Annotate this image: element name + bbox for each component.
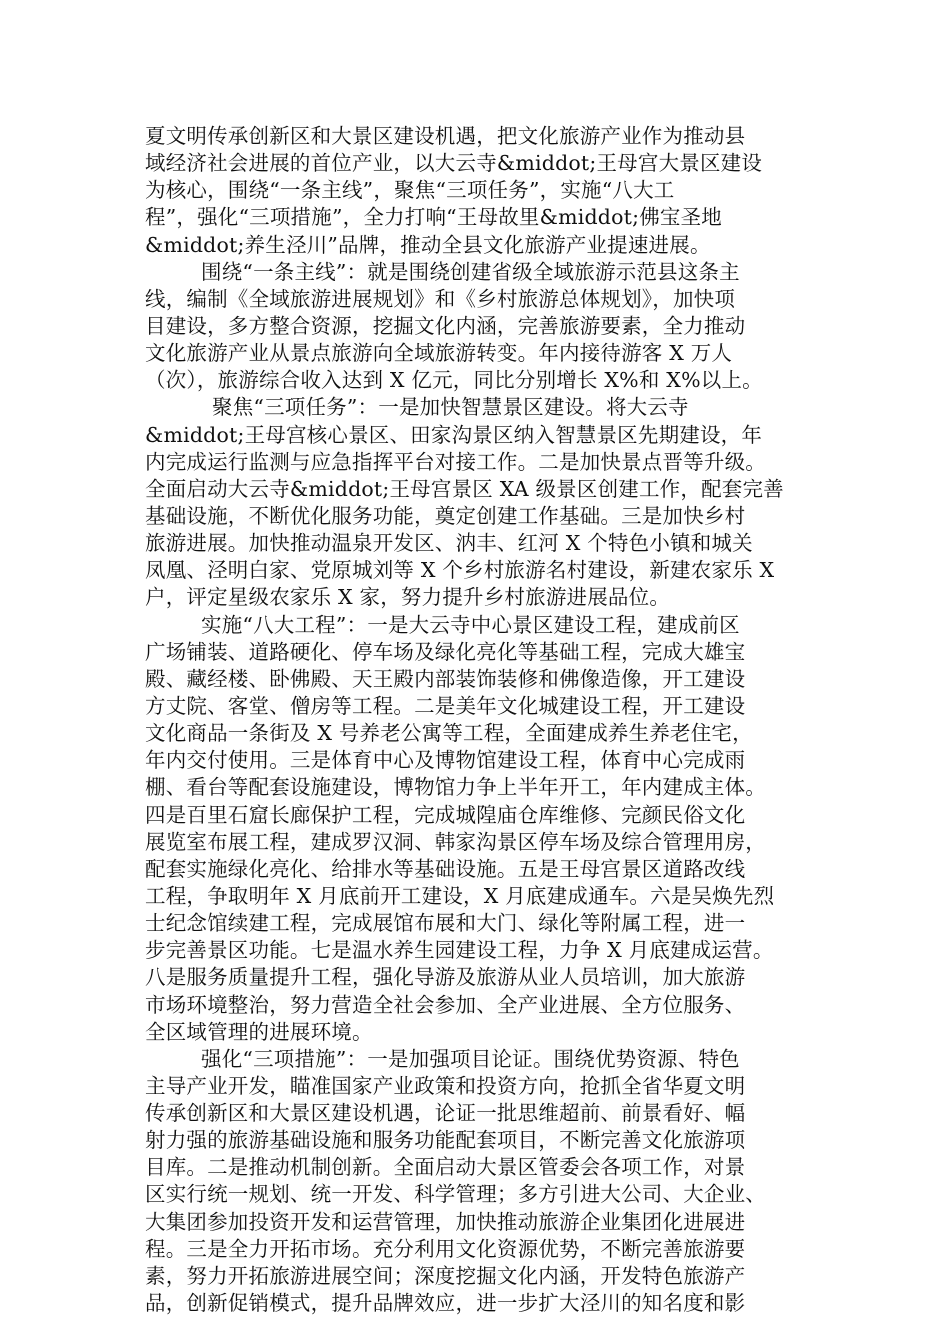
text-line: 户，评定星级农家乐 X 家，努力提升乡村旅游进展品位。 — [145, 585, 671, 610]
text-line: 基础设施，不断优化服务功能，奠定创建工作基础。三是加快乡村 — [145, 503, 746, 528]
text-line: 程”，强化“三项措施”，全力打响“王母故里&middot;佛宝圣地 — [145, 205, 722, 230]
text-line: 素，努力开拓旅游进展空间；深度挖掘文化内涵，开发特色旅游产 — [145, 1263, 746, 1288]
text-line: 步完善景区功能。七是温水养生园建设工程，力争 X 月底建成运营。 — [145, 938, 774, 963]
document-body — [145, 123, 827, 1317]
text-line: 强化“三项措施”：一是加强项目论证。围绕优势资源、特色 — [201, 1046, 740, 1071]
text-line: 广场铺装、道路硬化、停车场及绿化亮化等基础工程，完成大雄宝 — [145, 639, 746, 664]
text-line: 目建设，多方整合资源，挖掘文化内涵，完善旅游要素，全力推动 — [145, 313, 746, 338]
text-line: 展览室布展工程，建成罗汉洞、韩家沟景区停车场及综合管理用房， — [145, 829, 766, 854]
text-line: 全区域管理的进展环境。 — [145, 1019, 373, 1044]
text-line: 程。三是全力开拓市场。充分利用文化资源优势，不断完善旅游要 — [145, 1236, 746, 1261]
text-line: 传承创新区和大景区建设机遇，论证一批思维超前、前景看好、幅 — [145, 1101, 746, 1126]
text-line: 品，创新促销模式，提升品牌效应，进一步扩大泾川的知名度和影 — [145, 1291, 746, 1316]
text-line: （次），旅游综合收入达到 X 亿元，同比分别增长 X%和 X%以上。 — [145, 368, 763, 393]
text-line: 四是百里石窟长廊保护工程，完成城隍庙仓库维修、完颜民俗文化 — [145, 802, 746, 827]
text-line: 旅游进展。加快推动温泉开发区、汭丰、红河 X 个特色小镇和城关 — [145, 531, 753, 556]
text-line: 市场环境整治，努力营造全社会参加、全产业进展、全方位服务、 — [145, 992, 746, 1017]
text-line: 线，编制《全域旅游进展规划》和《乡村旅游总体规划》，加快项 — [145, 286, 736, 311]
text-line: 为核心，围绕“一条主线”，聚焦“三项任务”，实施“八大工 — [145, 178, 675, 203]
text-line: &middot;王母宫核心景区、田家沟景区纳入智慧景区先期建设，年 — [145, 422, 763, 447]
text-line: 殿、藏经楼、卧佛殿、天王殿内部装饰装修和佛像造像，开工建设 — [145, 666, 746, 691]
text-line: 大集团参加投资开发和运营管理，加快推动旅游企业集团化进展进 — [145, 1209, 746, 1234]
text-line: 方丈院、客堂、僧房等工程。二是美年文化城建设工程，开工建设 — [145, 693, 746, 718]
text-line: 内完成运行监测与应急指挥平台对接工作。二是加快景点晋等升级。 — [145, 449, 766, 474]
text-line: 凤凰、泾明白家、党原城刘等 X 个乡村旅游名村建设，新建农家乐 X — [145, 558, 775, 583]
text-line: 实施“八大工程”：一是大云寺中心景区建设工程，建成前区 — [201, 612, 740, 637]
text-line: 聚焦“三项任务”：一是加快智慧景区建设。将大云寺 — [212, 395, 689, 420]
text-line: 射力强的旅游基础设施和服务功能配套项目，不断完善文化旅游项 — [145, 1128, 746, 1153]
text-line: 主导产业开发，瞄准国家产业政策和投资方向，抢抓全省华夏文明 — [145, 1073, 746, 1098]
text-line: 年内交付使用。三是体育中心及博物馆建设工程，体育中心完成雨 — [145, 748, 746, 773]
text-line: 八是服务质量提升工程，强化导游及旅游从业人员培训，加大旅游 — [145, 965, 746, 990]
text-line: 文化商品一条街及 X 号养老公寓等工程，全面建成养生养老住宅， — [145, 721, 753, 746]
text-line: 区实行统一规划、统一开发、科学管理；多方引进大公司、大企业、 — [145, 1182, 766, 1207]
text-line: 目库。二是推动机制创新。全面启动大景区管委会各项工作，对景 — [145, 1155, 746, 1180]
text-line: 士纪念馆续建工程，完成展馆布展和大门、绿化等附属工程，进一 — [145, 911, 746, 936]
text-line: 棚、看台等配套设施建设，博物馆力争上半年开工，年内建成主体。 — [145, 775, 766, 800]
text-line: 工程，争取明年 X 月底前开工建设，X 月底建成通车。六是吴焕先烈 — [145, 883, 775, 908]
text-line: 围绕“一条主线”：就是围绕创建省级全域旅游示范县这条主 — [201, 259, 740, 284]
text-line: 域经济社会进展的首位产业，以大云寺&middot;王母宫大景区建设 — [145, 151, 763, 176]
text-line: &middot;养生泾川”品牌，推动全县文化旅游产业提速进展。 — [145, 232, 711, 257]
text-line: 夏文明传承创新区和大景区建设机遇，把文化旅游产业作为推动县 — [145, 124, 746, 148]
text-line: 全面启动大云寺&middot;王母宫景区 XA 级景区创建工作，配套完善 — [145, 476, 784, 501]
text-line: 配套实施绿化亮化、给排水等基础设施。五是王母宫景区道路改线 — [145, 856, 746, 881]
text-line: 文化旅游产业从景点旅游向全域旅游转变。年内接待游客 X 万人 — [145, 341, 733, 366]
